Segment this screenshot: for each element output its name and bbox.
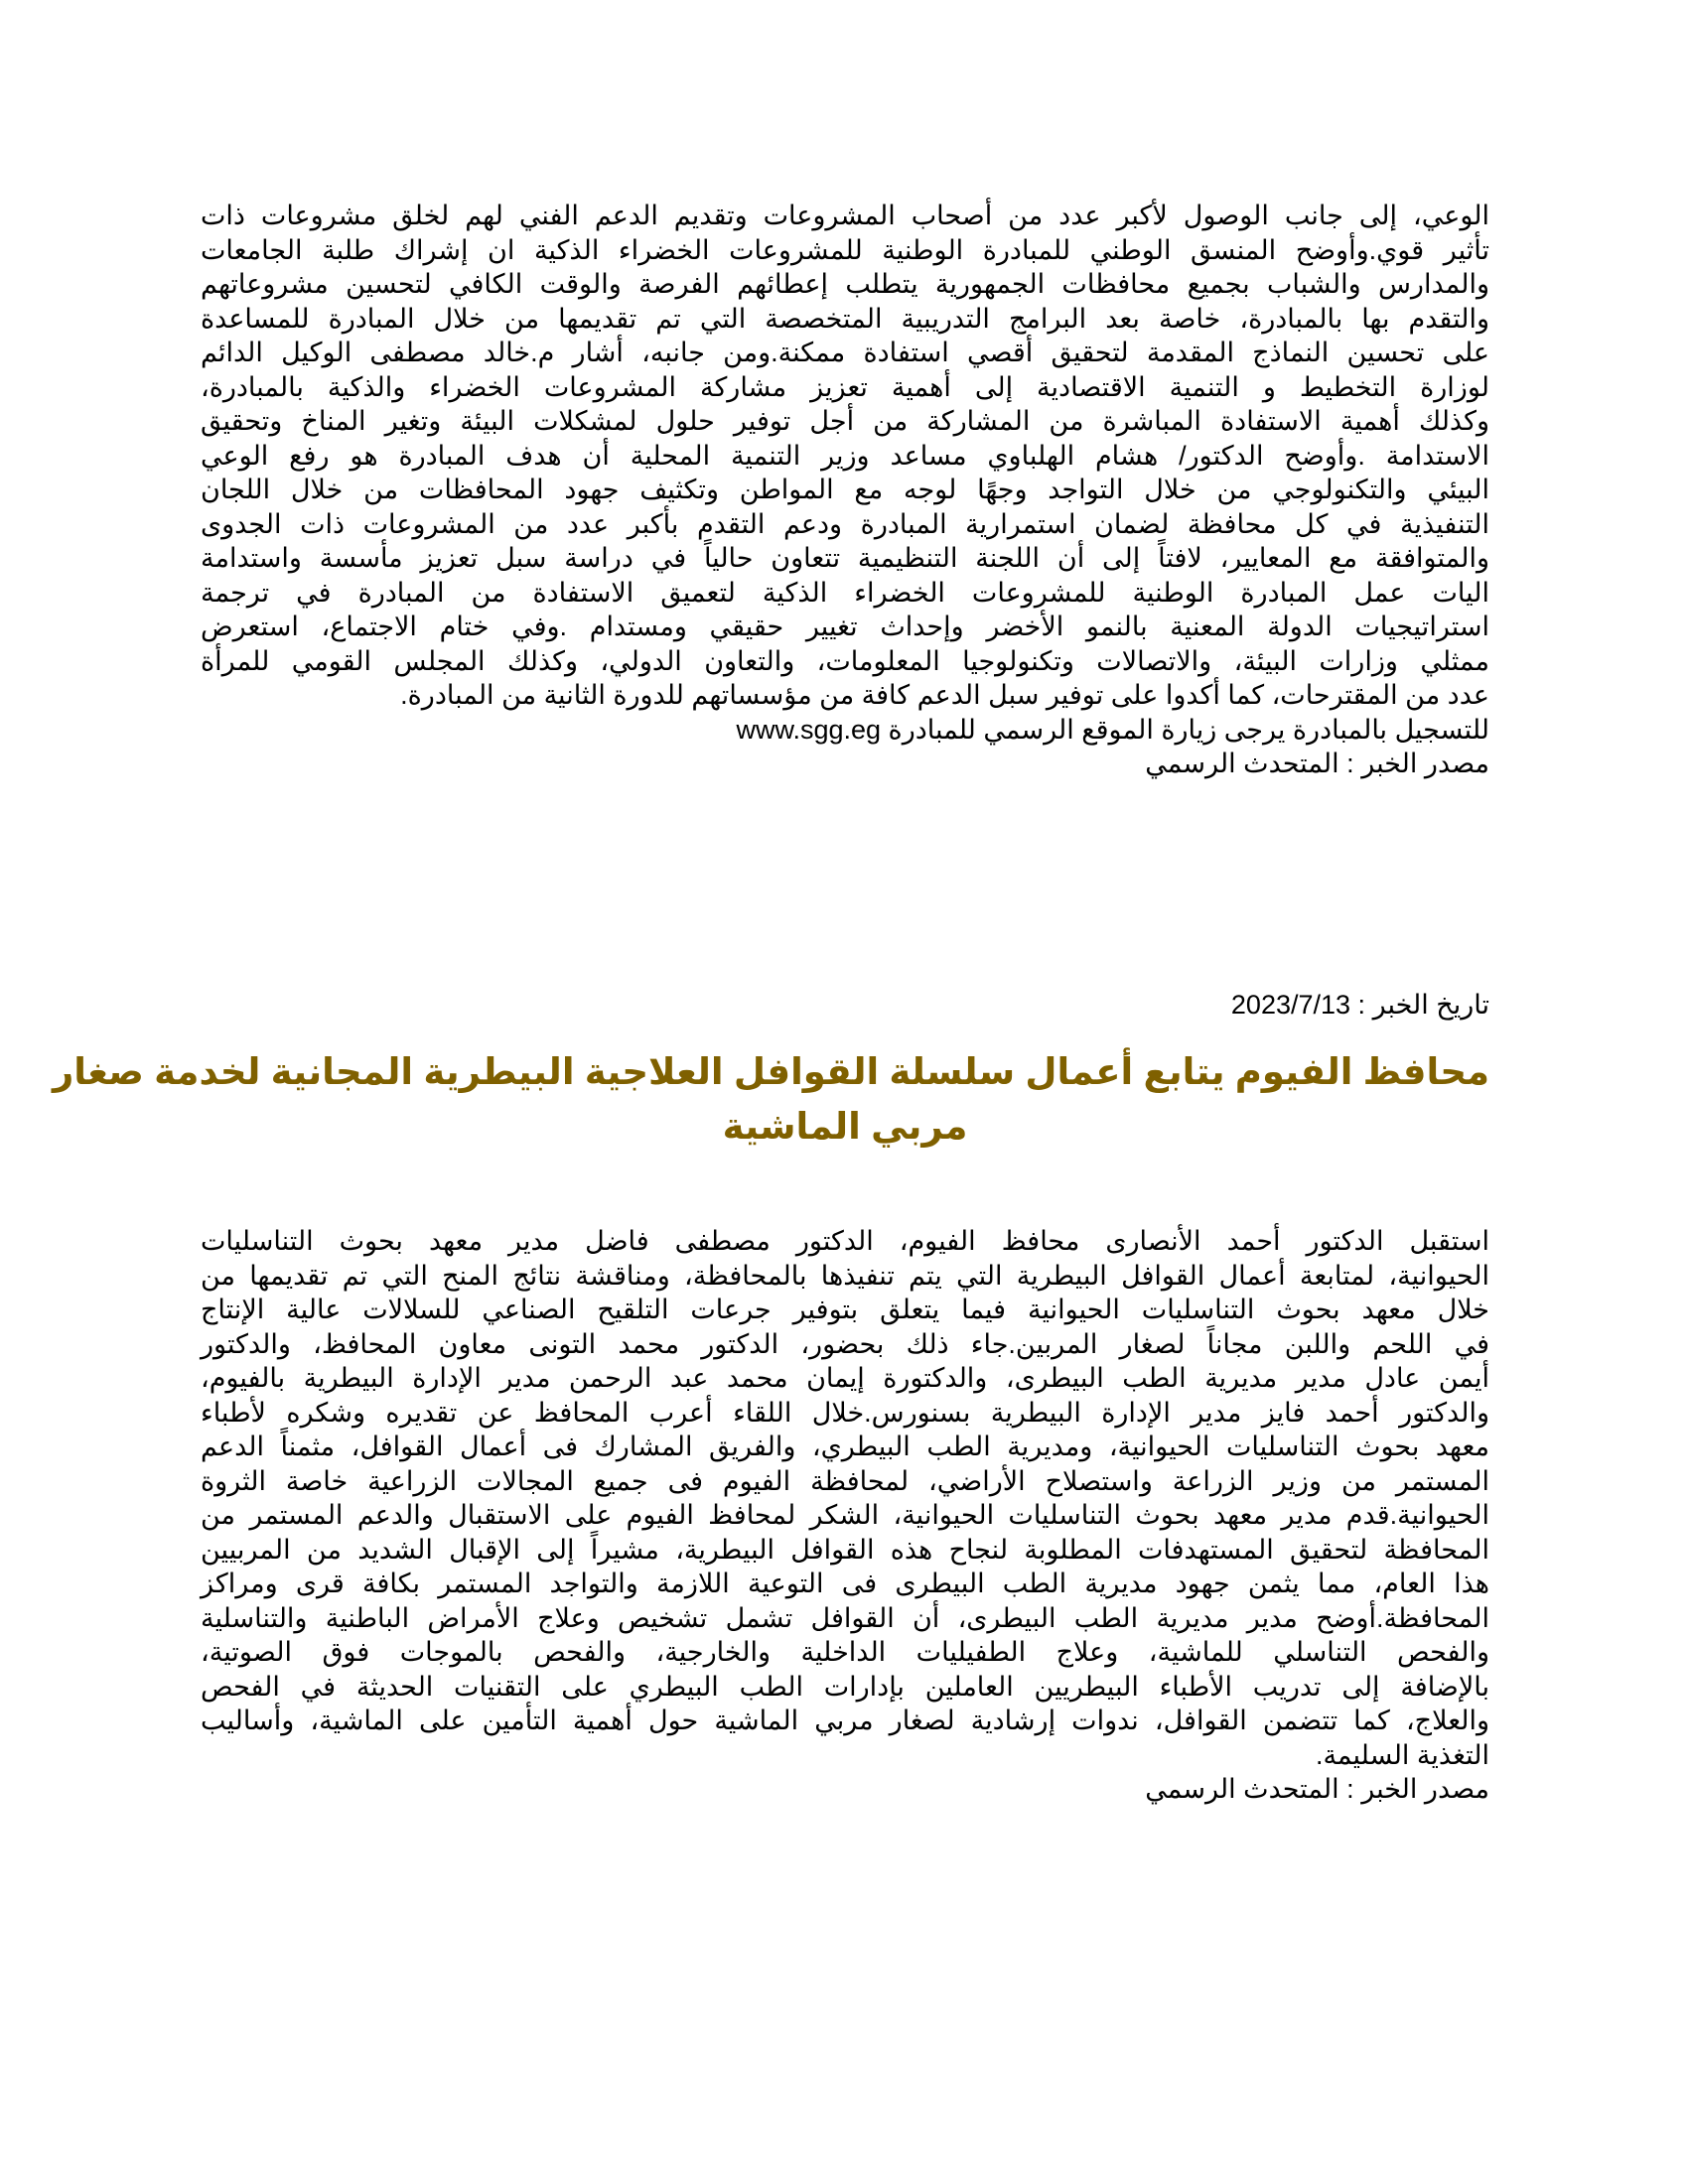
paragraph-line: البيئي والتكنولوجي من خلال التواجد وجهًا لوجه مع المواطن وتكثيف جهود المحافظات من خلال اللجان (201, 475, 1489, 504)
title-line: مربي الماشية (722, 1106, 968, 1147)
news-date (201, 988, 1489, 1023)
source-label: مصدر الخبر (1361, 749, 1489, 778)
paragraph-line: والمتوافقة مع المعايير، لافتاً إلى أن اللجنة التنظيمية تتعاون حالياً في دراسة سبل تعزيز مأسسة واستدامة (201, 543, 1489, 573)
paragraph-line: المحافظة.أوضح مدير مديرية الطب البيطرى، أن القوافل تشمل تشخيص وعلاج الأمراض الباطنية والتناسلية (201, 1602, 1489, 1633)
paragraph-line: والدكتور أحمد فايز مدير الإدارة البيطرية بسنورس.خلال اللقاء أعرب المحافظ عن تقديره وشكره لأطباء (201, 1397, 1489, 1428)
news-date-value: 2023/7/13 (1230, 990, 1351, 1020)
paragraph-line: ممثلي وزارات البيئة، والاتصالات وتكنولوجيا المعلومات، والتعاون الدولي، وكذلك المجلس القومي للمرأة (201, 645, 1489, 676)
article-2-body (201, 1224, 1489, 1807)
paragraph-line: التنفيذية في كل محافظة لضمان استمرارية المبادرة ودعم التقدم بأكبر عدد من المشروعات ذات الجدوى (201, 508, 1489, 539)
source-separator: : (1338, 1774, 1354, 1804)
paragraph-line: والتقدم بها بالمبادرة، خاصة بعد البرامج التدريبية المتخصصة التي تم تقديمها من خلال المبادرة للمساعدة (201, 303, 1489, 334)
paragraph-line: اليات عمل المبادرة الوطنية للمشروعات الخضراء الذكية لتعميق الاستفادة من المبادرة في ترجمة (201, 577, 1489, 608)
registration-link[interactable]: www.sgg.eg (736, 714, 882, 745)
paragraph-line: معهد بحوث التناسليات الحيوانية، ومديرية الطب البيطري، والفريق المشارك فى أعمال القوافل، مثمناً الدعم (201, 1432, 1489, 1461)
paragraph-line: والمدارس والشباب بجميع محافظات الجمهورية يتطلب إعطائهم الفرصة والوقت الكافي لتحسين مشروعاتهم (201, 269, 1489, 299)
paragraph-line: تأثير قوي.وأوضح المنسق الوطني للمبادرة الوطنية للمشروعات الخضراء الذكية ان إشراك طلبة الجامعات (201, 234, 1489, 265)
paragraph-line: الحيوانية.قدم مدير معهد بحوث التناسليات الحيوانية، الشكر لمحافظ الفيوم على الاستقبال والدعم المستمر من (201, 1500, 1489, 1530)
news-date-line (201, 988, 1489, 1023)
paragraph-line: وكذلك أهمية الاستفادة المباشرة من المشاركة من أجل توفير حلول لمشكلات البيئة وتغير المناخ وتحقيق (201, 406, 1489, 436)
paragraph-line: المستمر من وزير الزراعة واستصلاح الأراضي، لمحافظة الفيوم فى جميع المجالات الزراعية خاصة الثروة (201, 1465, 1489, 1496)
paragraph-line: بالإضافة إلى تدريب الأطباء البيطريين العاملين بإدارات الطب البيطري على التقنيات الحديثة في الفحص (201, 1671, 1489, 1702)
paragraph-line: الاستدامة .وأوضح الدكتور/ هشام الهلباوي مساعد وزير التنمية المحلية أن هدف المبادرة هو رفع الوعي (201, 440, 1489, 471)
paragraph-line: في اللحم واللبن مجاناً لصغار المربين.جاء ذلك بحضور، الدكتور محمد التونى معاون المحافظ، والدكتور (201, 1328, 1489, 1359)
article-1-body (201, 199, 1489, 781)
registration-line (201, 713, 1489, 748)
paragraph-line: والعلاج، كما تتضمن القوافل، ندوات إرشادية لصغار مربي الماشية حول أهمية التأمين على الماشية، وأساليب (201, 1706, 1489, 1735)
news-source-line (201, 1772, 1489, 1807)
paragraph-line: الحيوانية، لمتابعة أعمال القوافل البيطرية التي يتم تنفيذها بالمحافظة، ومناقشة نتائج المنح التي تم تقديمها من (201, 1260, 1489, 1291)
title-line: محافظ الفيوم يتابع أعمال سلسلة القوافل العلاجية البيطرية المجانية لخدمة صغار (53, 1051, 1489, 1092)
news-source-line (201, 747, 1489, 781)
source-value: المتحدث الرسمي (1145, 749, 1339, 778)
paragraph-line: أيمن عادل مدير مديرية الطب البيطرى، والدكتورة إيمان محمد عبد الرحمن مدير الإدارة البيطرية بالفيوم، (201, 1363, 1489, 1393)
paragraph-line: والفحص التناسلي للماشية، وعلاج الطفيليات الداخلية والخارجية، والفحص بالموجات فوق الصوتية، (201, 1637, 1489, 1667)
paragraph-line: استقبل الدكتور أحمد الأنصارى محافظ الفيوم، الدكتور مصطفى فاضل مدير معهد بحوث التناسليات (201, 1226, 1489, 1256)
paragraph-line: هذا العام، مما يثمن جهود مديرية الطب البيطرى فى التوعية اللازمة والتواجد المستمر بكافة قرى ومراكز (201, 1569, 1489, 1598)
paragraph-line: على تحسين النماذج المقدمة لتحقيق أقصي استفادة ممكنة.ومن جانبه، أشار م.خالد مصطفى الوكيل الدائم (201, 338, 1489, 367)
paragraph-line: الوعي، إلى جانب الوصول لأكبر عدد من أصحاب المشروعات وتقديم الدعم الفني لهم لخلق مشروعات ذات (201, 201, 1489, 230)
paragraph-line: استراتيجيات الدولة المعنية بالنمو الأخضر وإحداث تغيير حقيقي ومستدام .وفي ختام الاجتماع، استعرض (201, 612, 1489, 641)
paragraph-line: المحافظة لتحقيق المستهدفات المطلوبة لنجاح هذه القوافل البيطرية، مشيراً إلى الإقبال الشديد من المربيين (201, 1534, 1489, 1565)
source-separator: : (1338, 749, 1354, 778)
source-label: مصدر الخبر (1361, 1774, 1489, 1804)
news-date-separator: : (1350, 990, 1366, 1020)
paragraph-line: التغذية السليمة. (1315, 1739, 1489, 1770)
registration-text: للتسجيل بالمبادرة يرجى زيارة الموقع الرسمي للمبادرة (888, 714, 1489, 745)
paragraph-line: لوزارة التخطيط و التنمية الاقتصادية إلى أهمية تعزيز مشاركة المشروعات الخضراء والذكية بالمبادرة، (201, 371, 1489, 402)
paragraph-line: عدد من المقترحات، كما أكدوا على توفير سبل الدعم كافة من مؤسساتهم للدورة الثانية من المبادرة. (400, 680, 1489, 710)
paragraph-line: خلال معهد بحوث التناسليات الحيوانية فيما يتعلق بتوفير جرعات التلقيح الصناعي للسلالات عالية الإنتاج (201, 1295, 1489, 1324)
article-2-title (53, 1044, 1489, 1154)
source-value: المتحدث الرسمي (1145, 1774, 1339, 1804)
news-date-label: تاريخ الخبر (1372, 990, 1489, 1020)
